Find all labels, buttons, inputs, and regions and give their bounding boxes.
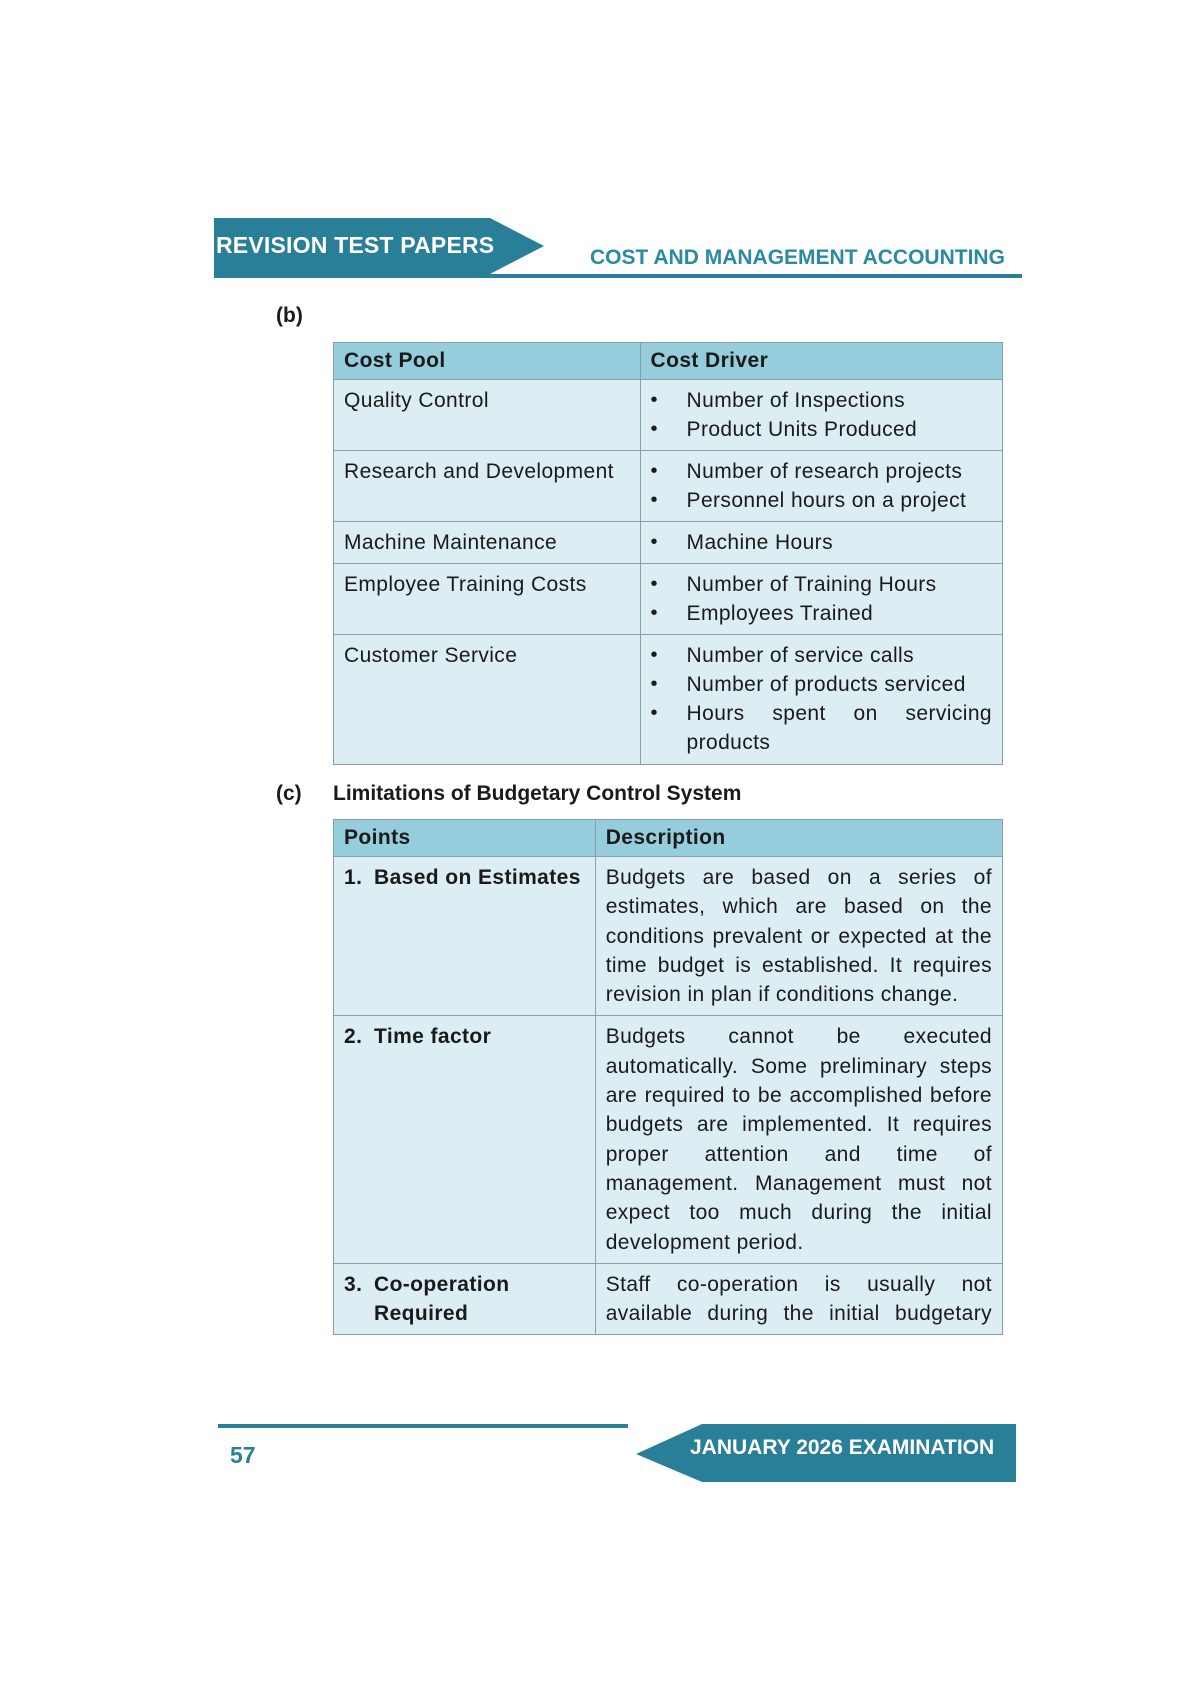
section-b-label: (b)	[276, 304, 303, 327]
driver-item: • Number of products serviced	[651, 670, 992, 699]
description-cell: Budgets are based on a series of estimates, which are based on the conditions prevalent or expected at the time budget is established. It requires revision in plan if conditions change.	[595, 857, 1002, 1016]
driver-item: • Hours spent on servicing products	[651, 699, 992, 758]
cost-pool-table	[333, 342, 1003, 765]
table-row	[334, 380, 1003, 451]
driver-item: • Product Units Produced	[651, 415, 992, 444]
footer-exam-text: JANUARY 2026 EXAMINATION	[690, 1436, 995, 1459]
point-number: 1.	[344, 866, 363, 889]
point-cell	[334, 1016, 596, 1263]
driver-item: • Number of research projects	[651, 457, 992, 486]
cost-pool-cell: Quality Control	[334, 380, 641, 451]
driver-item: • Employees Trained	[651, 599, 992, 628]
cost-driver-cell	[640, 380, 1002, 451]
description-cell: Staff co-operation is usually not available during the initial budgetary	[595, 1263, 1002, 1335]
cost-pool-cell: Customer Service	[334, 635, 641, 765]
driver-item: • Number of service calls	[651, 641, 992, 670]
column-header-description: Description	[595, 820, 1002, 857]
point-title: Co-operation Required	[374, 1272, 510, 1325]
section-c-title: Limitations of Budgetary Control System	[333, 782, 742, 805]
column-header-points: Points	[334, 820, 596, 857]
table-header-row	[334, 343, 1003, 380]
table-row	[334, 451, 1003, 522]
driver-item: • Personnel hours on a project	[651, 486, 992, 515]
driver-item: • Machine Hours	[651, 528, 992, 557]
point-cell	[334, 857, 596, 1016]
cost-driver-cell	[640, 522, 1002, 564]
point-title: Based on Estimates	[374, 866, 581, 889]
header-rule	[214, 274, 1022, 278]
table-row	[334, 857, 1003, 1016]
header-tag-text: REVISION TEST PAPERS	[216, 232, 495, 258]
cost-pool-cell: Machine Maintenance	[334, 522, 641, 564]
section-c-label: (c)	[276, 782, 302, 805]
cost-pool-cell: Employee Training Costs	[334, 564, 641, 635]
header-tag	[214, 218, 544, 278]
table-row	[334, 635, 1003, 765]
cost-pool-cell: Research and Development	[334, 451, 641, 522]
column-header-cost-driver: Cost Driver	[640, 343, 1002, 380]
point-number: 2.	[344, 1025, 363, 1049]
table-row	[334, 1016, 1003, 1263]
point-number: 3.	[344, 1272, 363, 1296]
footer-tag	[636, 1424, 1016, 1482]
column-header-cost-pool: Cost Pool	[334, 343, 641, 380]
point-title: Time factor	[374, 1025, 492, 1049]
point-cell	[334, 1263, 596, 1335]
table-row	[334, 1263, 1003, 1335]
driver-item: • Number of Training Hours	[651, 570, 992, 599]
table-row	[334, 522, 1003, 564]
header-subject-title: COST AND MANAGEMENT ACCOUNTING	[590, 246, 1005, 269]
limitations-table	[333, 819, 1003, 1335]
table-header-row	[334, 820, 1003, 857]
footer-rule	[218, 1424, 628, 1428]
page-number: 57	[230, 1442, 256, 1468]
cost-driver-cell	[640, 635, 1002, 765]
cost-driver-cell	[640, 564, 1002, 635]
cost-driver-cell	[640, 451, 1002, 522]
driver-item: • Number of Inspections	[651, 386, 992, 415]
table-row	[334, 564, 1003, 635]
description-cell: Budgets cannot be executed automatically. Some preliminary steps are required to be accomplished before budgets are implemented. It requires proper attention and time of management. Management must not expect too much during the initial development period.	[595, 1016, 1002, 1263]
